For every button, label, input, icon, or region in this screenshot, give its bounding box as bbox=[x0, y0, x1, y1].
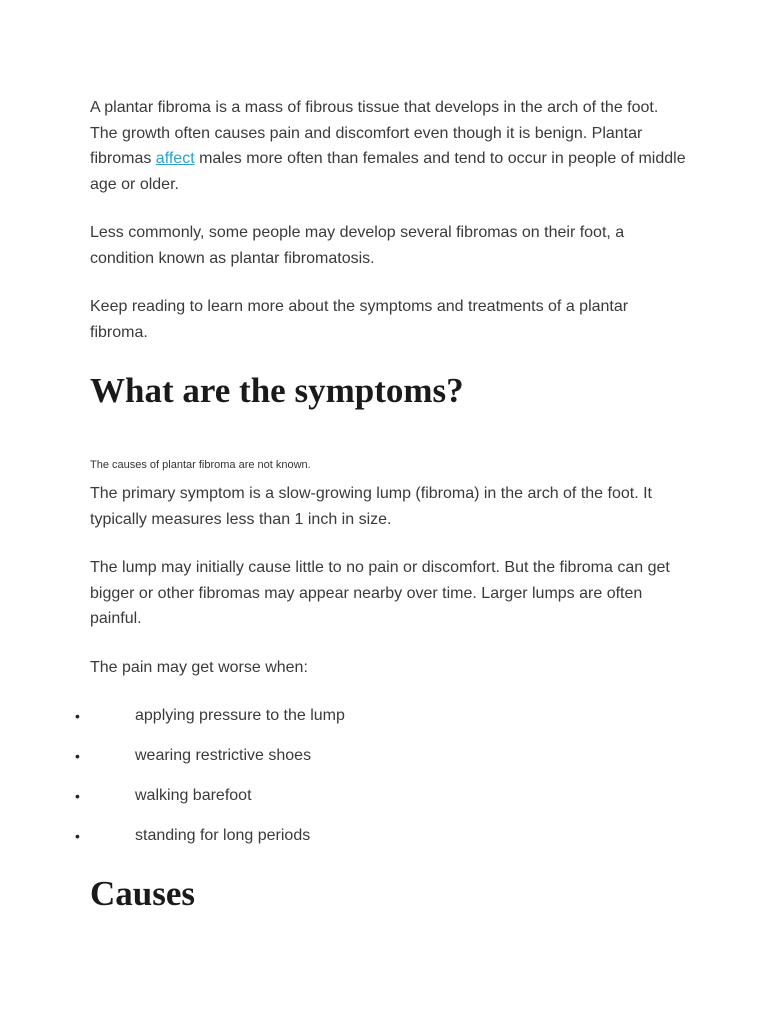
symptoms-paragraph-2: The lump may initially cause little to no pain or discomfort. But the fibroma can get bigger or other fibromas may appear nearby over time. Larger lumps are often painful. bbox=[90, 559, 670, 627]
article-body bbox=[75, 95, 690, 914]
bullet-icon: • bbox=[75, 708, 80, 724]
intro-paragraph-3: Keep reading to learn more about the symptoms and treatments of a plantar fibroma. bbox=[90, 298, 629, 341]
list-item bbox=[75, 706, 690, 746]
list-item-text: applying pressure to the lump bbox=[135, 707, 345, 724]
bullet-icon: • bbox=[75, 828, 80, 844]
affect-link[interactable]: affect bbox=[155, 150, 195, 167]
list-item-text: walking barefoot bbox=[135, 787, 252, 804]
symptoms-paragraph-1: The primary symptom is a slow-growing lump (fibroma) in the arch of the foot. It typically measures less than 1 inch in size. bbox=[90, 485, 652, 528]
intro-paragraph-1 bbox=[90, 95, 690, 197]
intro-text-start: A plantar fibroma is a mass of fibrous tissue that develops in the arch of the foot. The growth often causes pain and discomfort even though it is benign. Plantar fibromas bbox=[90, 99, 659, 167]
list-item-text: wearing restrictive shoes bbox=[135, 747, 312, 764]
symptoms-paragraph-3: The pain may get worse when: bbox=[90, 658, 308, 676]
list-item-text: standing for long periods bbox=[135, 827, 311, 844]
intro-text-end: males more often than females and tend to occur in people of middle age or older. bbox=[90, 150, 686, 193]
symptoms-heading: What are the symptoms? bbox=[90, 371, 464, 410]
bullet-icon: • bbox=[75, 748, 80, 764]
list-item bbox=[75, 786, 690, 826]
symptom-list bbox=[75, 706, 690, 866]
image-caption: The causes of plantar fibroma are not known. bbox=[90, 459, 311, 471]
list-item bbox=[75, 826, 690, 866]
bullet-icon: • bbox=[75, 788, 80, 804]
list-item bbox=[75, 746, 690, 786]
intro-paragraph-2: Less commonly, some people may develop several fibromas on their foot, a condition known as plantar fibromatosis. bbox=[90, 224, 625, 267]
causes-heading: Causes bbox=[90, 874, 196, 913]
